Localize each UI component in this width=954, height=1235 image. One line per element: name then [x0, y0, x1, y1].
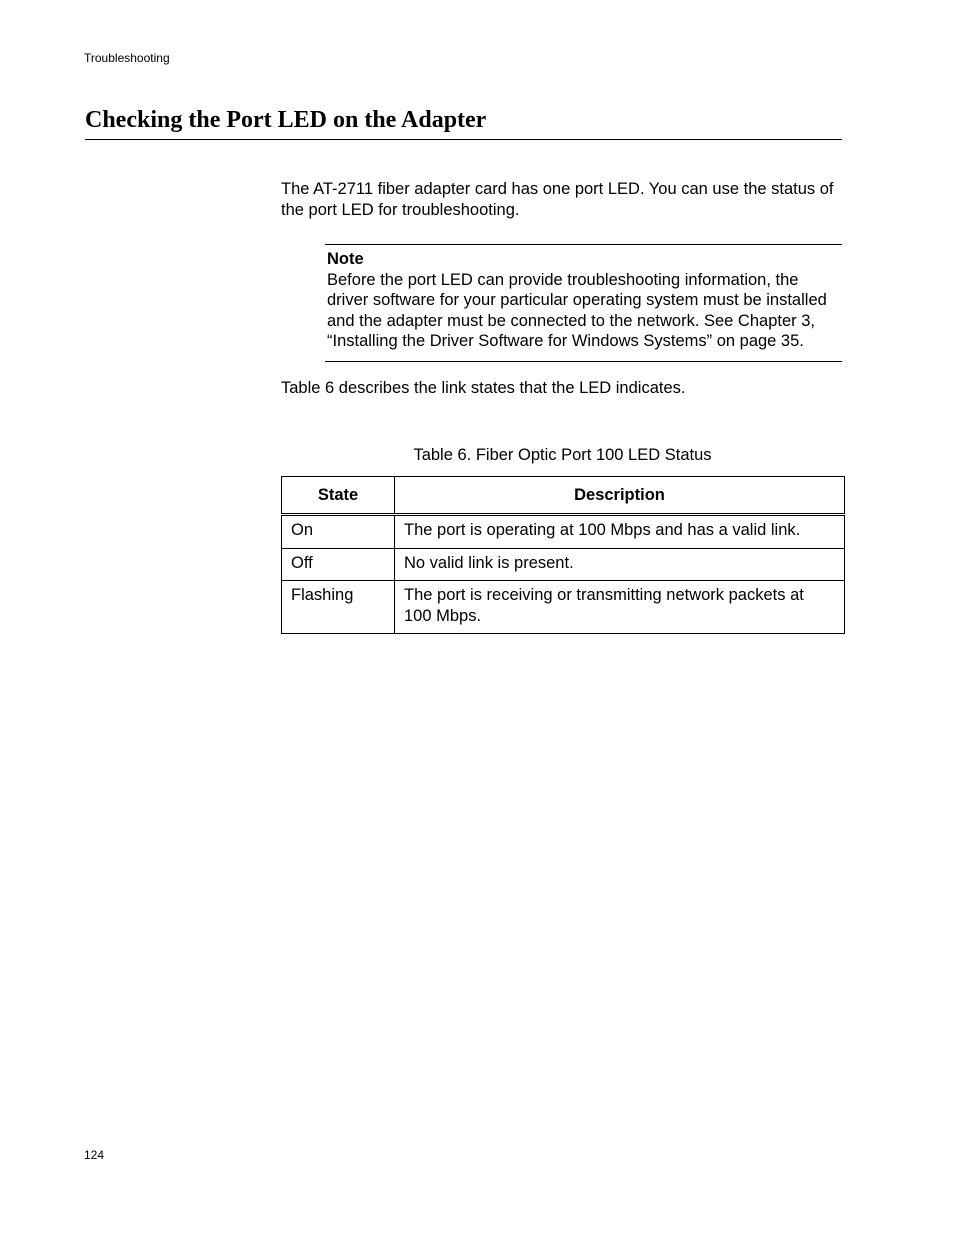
table-row — [282, 515, 845, 549]
led-status-table — [281, 476, 845, 634]
description-cell: The port is operating at 100 Mbps and has a valid link. — [395, 515, 845, 549]
intro-paragraph: The AT-2711 fiber adapter card has one port LED. You can use the status of the port LED for troubleshooting. — [281, 180, 834, 219]
state-cell: Flashing — [282, 581, 395, 634]
table-row — [282, 548, 845, 581]
section-title: Checking the Port LED on the Adapter — [85, 106, 842, 140]
column-header-state: State — [282, 477, 395, 515]
note-label: Note — [327, 250, 364, 268]
page-number: 124 — [84, 1148, 105, 1162]
description-cell: The port is receiving or transmitting network packets at 100 Mbps. — [395, 581, 845, 634]
description-cell: No valid link is present. — [395, 548, 845, 581]
table-header-row — [282, 477, 845, 515]
state-cell: Off — [282, 548, 395, 581]
table-caption: Table 6. Fiber Optic Port 100 LED Status — [413, 446, 712, 464]
table-row — [282, 581, 845, 634]
table-reference-paragraph: Table 6 describes the link states that the LED indicates. — [281, 379, 686, 397]
note-box — [325, 244, 842, 362]
column-header-description: Description — [395, 477, 845, 515]
state-cell: On — [282, 515, 395, 549]
note-text: Before the port LED can provide troubleshooting information, the driver software for your particular operating system must be installed and the adapter must be connected to the network. See Chapter 3, “Installing the Driver Software for Windows Systems” on page 35. — [327, 270, 827, 350]
running-head: Troubleshooting — [84, 51, 170, 65]
